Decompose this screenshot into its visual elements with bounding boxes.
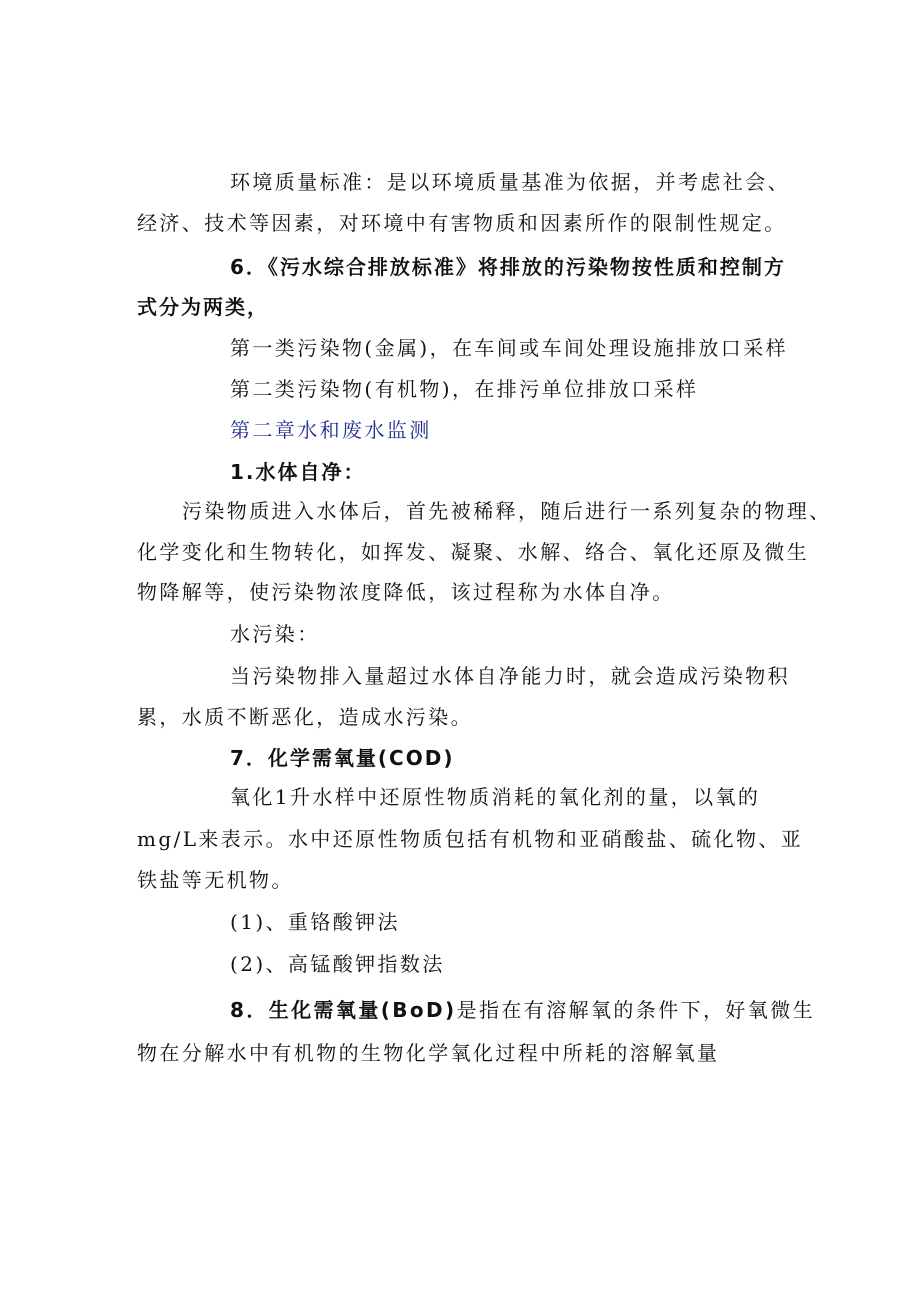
water-pollution-line-1: 当污染物排入量超过水体自净能力时，就会造成污染物积 <box>230 664 790 688</box>
cod-line-2: mg/L来表示。水中还原性物质包括有机物和亚硝酸盐、硫化物、亚 <box>137 827 804 851</box>
item-8-line-2: 物在分解水中有机物的生物化学氧化过程中所耗的溶解氧量 <box>137 1041 720 1065</box>
water-pollution-title: 水污染： <box>230 622 320 646</box>
item-7-heading: 7．化学需氧量(COD) <box>230 746 455 770</box>
self-purification-line-3: 物降解等，使污染物浓度降低，该过程称为水体自净。 <box>137 580 675 604</box>
self-purification-line-1: 污染物质进入水体后，首先被稀释，随后进行一系列复杂的物理、 <box>182 499 832 523</box>
item-6-heading-line-1: 6．《污水综合排放标准》将排放的污染物按性质和控制方 <box>230 255 786 279</box>
cod-method-1: (1)、重铬酸钾法 <box>230 910 400 934</box>
self-purification-line-2: 化学变化和生物转化，如挥发、凝聚、水解、络合、氧化还原及微生 <box>137 540 809 564</box>
pollutant-class-2: 第二类污染物(有机物)，在排污单位排放口采样 <box>230 377 699 401</box>
item-6-heading-line-2: 式分为两类， <box>137 295 269 319</box>
env-standard-line-1: 环境质量标准：是以环境质量基准为依据，并考虑社会、 <box>230 170 790 194</box>
env-standard-line-2: 经济、技术等因素，对环境中有害物质和因素所作的限制性规定。 <box>137 211 787 235</box>
pollutant-class-1: 第一类污染物(金属)，在车间或车间处理设施排放口采样 <box>230 336 789 360</box>
item-8-definition-start: 是指在有溶解氧的条件下，好氧微生 <box>456 998 815 1022</box>
cod-line-1: 氧化1升水样中还原性物质消耗的氧化剂的量，以氧的 <box>230 785 761 809</box>
item-1-heading: 1.水体自净： <box>230 460 366 484</box>
item-8-line-1 <box>230 996 815 1024</box>
item-8-heading: 8．生化需氧量(BoD) <box>230 998 457 1022</box>
cod-line-3: 铁盐等无机物。 <box>137 868 294 892</box>
cod-method-2: (2)、高锰酸钾指数法 <box>230 952 445 976</box>
chapter-2-heading: 第二章水和废水监测 <box>230 418 432 442</box>
water-pollution-line-2: 累，水质不断恶化，造成水污染。 <box>137 705 473 729</box>
